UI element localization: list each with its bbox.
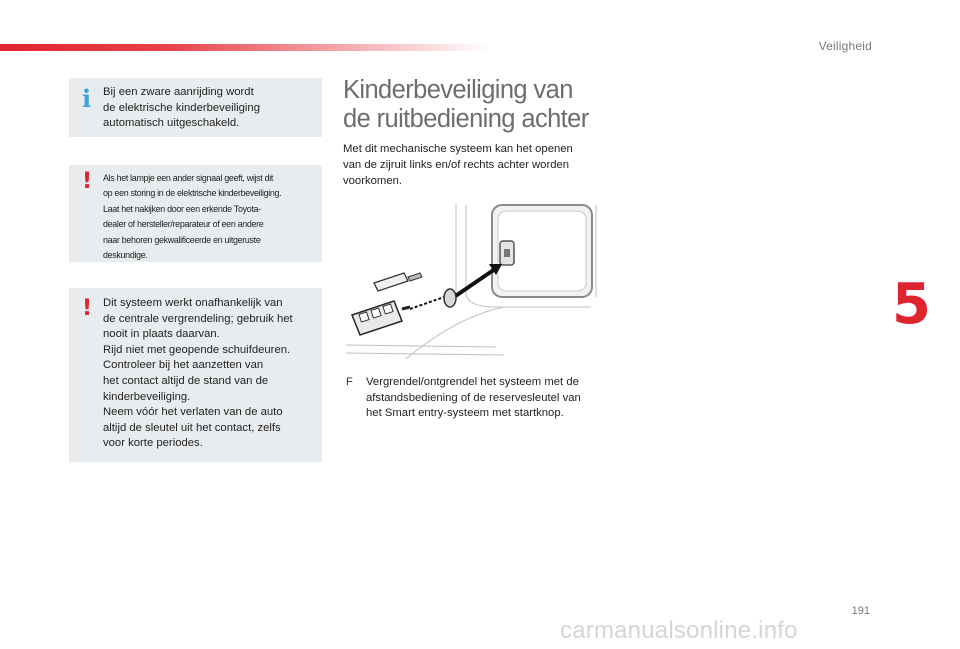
mechanical-key-head <box>374 273 408 291</box>
key-fob-body <box>352 301 402 335</box>
mechanical-key <box>374 273 422 291</box>
section-title: Veiligheid <box>818 39 872 53</box>
instruction-step <box>346 375 606 422</box>
warning-icon: ! <box>82 296 93 321</box>
child-lock-slot <box>504 249 510 257</box>
header-accent-bar <box>0 44 490 51</box>
chapter-number: 5 <box>892 272 931 337</box>
info-note <box>69 78 322 137</box>
warning-note-text: Dit systeem werkt onafhankelijk van de centrale vergrendeling; gebruik het nooit in plaats daarvan. Rijd niet met geopende schuifdeuren. Controleer bij het aanzetten van het contact altijd de stand van de kinderbeveiliging. Neem vóór het verlaten van de auto altijd de sleutel uit het contact, zelfs voor korte periodes. <box>103 297 293 450</box>
mechanical-key-blade <box>408 273 422 281</box>
key-button <box>383 304 393 314</box>
warning-note-system <box>69 288 322 462</box>
watermark: carmanualsonline.info <box>560 617 798 644</box>
lock-cylinder <box>444 289 456 307</box>
key-button <box>359 312 369 322</box>
warning-note-indicator <box>69 165 322 262</box>
key-door-lock-illustration <box>346 197 604 367</box>
sill-line <box>346 353 504 355</box>
step-bullet: F <box>346 376 353 388</box>
key-button <box>371 308 381 318</box>
info-icon: i <box>82 84 92 113</box>
info-note-text: Bij een zware aanrijding wordt de elektrische kinderbeveiliging automatisch uitgeschakeld. <box>103 86 260 129</box>
article-heading: Kinderbeveiliging van de ruitbediening achter <box>343 76 589 133</box>
warning-icon: ! <box>82 169 93 194</box>
remote-key <box>352 301 410 335</box>
step-text: Vergrendel/ontgrendel het systeem met de afstandsbediening of de reservesleutel van het Smart entry-systeem met startknop. <box>366 376 581 420</box>
illustration-svg <box>346 197 604 367</box>
article-intro: Met dit mechanische systeem kan het openen van de zijruit links en/of rechts achter worden voorkomen. <box>343 143 573 187</box>
page-number: 191 <box>851 605 870 617</box>
wheel-arch-line <box>406 307 504 359</box>
warning-note-text: Als het lampje een ander signaal geeft, wijst dit op een storing in de elektrische kinderbeveiliging. Laat het nakijken door een erkende Toyota- dealer of hersteller/reparateur of een andere naar behoren gekwalificeerde en uitgeruste deskundige. <box>103 173 282 262</box>
motion-line <box>410 297 444 309</box>
key-blade <box>402 307 410 309</box>
